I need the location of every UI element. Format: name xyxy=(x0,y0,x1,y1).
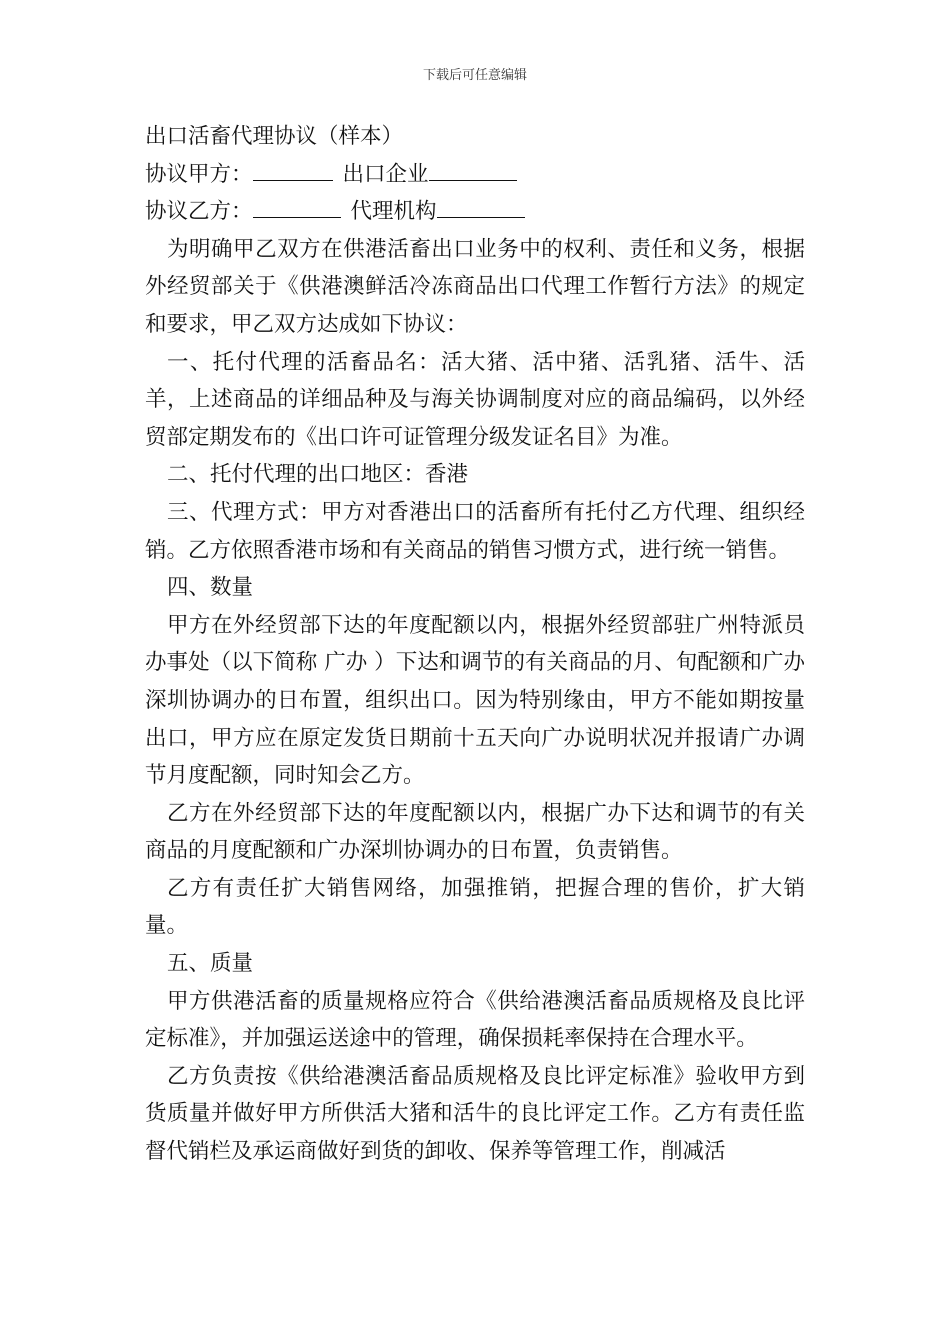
header-note: 下载后可任意编辑 xyxy=(422,68,527,83)
party-b-role: 代理机构 xyxy=(350,199,437,225)
party-a-role-blank xyxy=(429,158,517,181)
party-b-blank xyxy=(253,195,341,218)
party-b-label: 协议乙方： xyxy=(145,199,253,225)
clause-3-paragraph: 三、代理方式：甲方对香港出口的活畜所有托付乙方代理、组织经销。乙方依照香港市场和有关商品的销售习惯方式，进行统一销售。 xyxy=(145,499,805,563)
preamble-paragraph: 为明确甲乙双方在供港活畜出口业务中的权利、责任和义务，根据外经贸部关于《供港澳鲜活冷冻商品出口代理工作暂行方法》的规定和要求，甲乙双方达成如下协议： xyxy=(145,236,805,337)
party-a-label: 协议甲方： xyxy=(145,161,253,187)
document-title: 出口活畜代理协议（样本） xyxy=(145,124,404,149)
clause-4-paragraph-b: 乙方在外经贸部下达的年度配额以内，根据广办下达和调节的有关商品的月度配额和广办深圳协调办的日布置，负责销售。 xyxy=(145,800,805,864)
clause-5-paragraph-a: 甲方供港活畜的质量规格应符合《供给港澳活畜品质规格及良比评定标准》，并加强运送途中的管理，确保损耗率保持在合理水平。 xyxy=(145,988,805,1052)
clause-1-paragraph: 一、托付代理的活畜品名：活大猪、活中猪、活乳猪、活牛、活羊，上述商品的详细品种及与海关协调制度对应的商品编码，以外经贸部定期发布的《出口许可证管理分级发证名目》为准。 xyxy=(145,349,805,450)
clause-4-paragraph-a: 甲方在外经贸部下达的年度配额以内，根据外经贸部驻广州特派员办事处（以下简称 广办 ）下达和调节的有关商品的月、旬配额和广办深圳协调办的日布置，组织出口。因为特别缘由，甲方不能如期按量出口，甲方应在原定发货日期前十五天向广办说明状况并报请广办调节月度配额，同时知会乙方。 xyxy=(145,612,805,789)
party-a-role: 出口企业 xyxy=(342,161,429,187)
party-a-blank xyxy=(253,158,333,181)
party-b-line xyxy=(145,193,805,231)
clause-4-heading: 四、数量 xyxy=(167,575,254,601)
clause-5-heading: 五、质量 xyxy=(167,951,254,977)
clause-2-paragraph: 二、托付代理的出口地区：香港 xyxy=(167,462,469,488)
party-b-role-blank xyxy=(437,195,525,218)
clause-4-paragraph-c: 乙方有责任扩大销售网络，加强推销，把握合理的售价，扩大销量。 xyxy=(145,875,805,939)
clause-5-paragraph-b: 乙方负责按《供给港澳活畜品质规格及良比评定标准》验收甲方到货质量并做好甲方所供活大猪和活牛的良比评定工作。乙方有责任监督代销栏及承运商做好到货的卸收、保养等管理工作，削减活 xyxy=(145,1063,805,1165)
party-a-line xyxy=(145,156,805,194)
agreement-document xyxy=(145,118,805,1171)
